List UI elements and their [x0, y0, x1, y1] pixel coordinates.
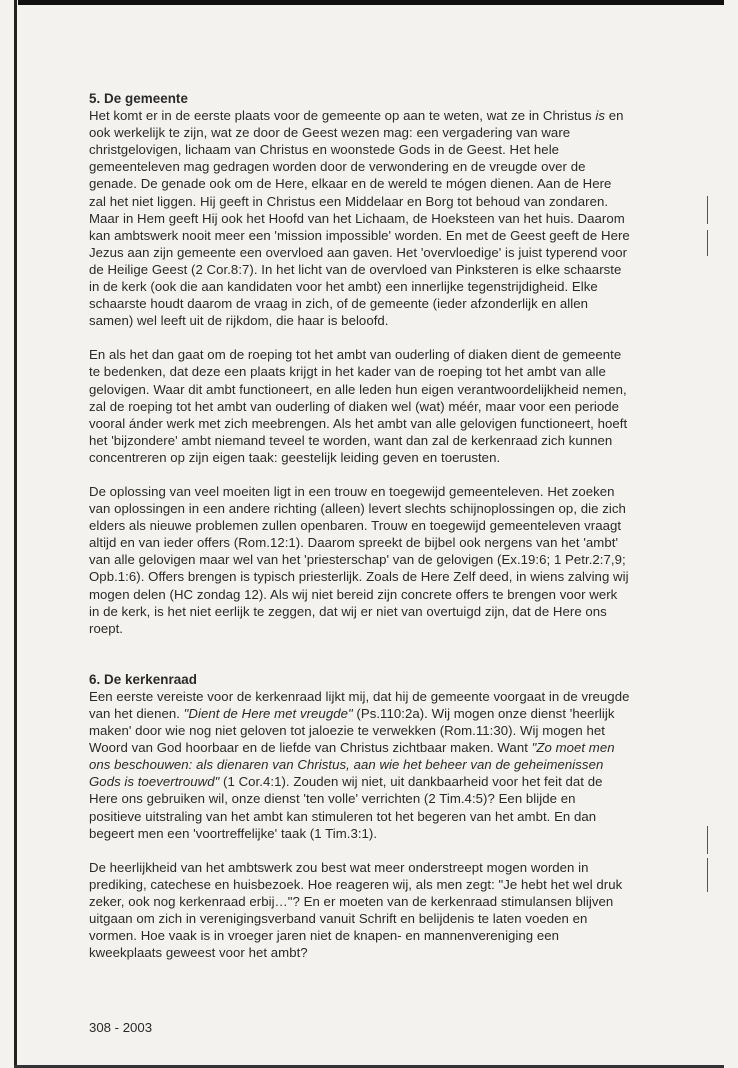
scan-left-border: [14, 0, 17, 1068]
scan-top-border: [18, 0, 724, 5]
italic-quote: "Zo moet men ons beschouwen: als dienaren van Christus, aan wie het beheer van de geheimenissen Gods is toevertrouwd": [89, 740, 615, 790]
section-heading: 6. De kerkenraad: [89, 671, 197, 687]
page-number: 308 - 2003: [89, 1020, 153, 1035]
section-kerkenraad: [89, 671, 631, 962]
binding-mark: [707, 230, 712, 256]
article-body: [89, 90, 631, 978]
italic-quote: is: [595, 108, 606, 124]
paragraph: De oplossing van veel moeiten ligt in een trouw en toegewijd gemeenteleven. Het zoeken van oplossingen in een andere richting (alleen) levert slechts schijnoplossingen op, die zich elders als nieuwe problemen zullen openbaren. Trouw en toegewijd gemeenteleven vraagt altijd en van ieder offers (Rom.12:1). Daarom spreekt de bijbel ook nergens van het 'ambt' van alle gelovigen maar wel van het 'priesterschap' van de gelovigen (Ex.19:6; 1 Petr.2:7,9; Opb.1:6). Offers brengen is typisch priesterlijk. Zoals de Here Zelf deed, in wiens zalving wij mogen delen (HC zondag 12). Als wij niet bereid zijn concrete offers te brengen voor werk in de kerk, is het niet eerlijk te zeggen, dat wij er niet van overtuigd zijn, dat de Here ons roept.: [89, 483, 629, 636]
section-gemeente: [89, 90, 631, 637]
paragraph: En als het dan gaat om de roeping tot het ambt van ouderling of diaken dient de gemeente te bedenken, dat deze een plaats krijgt in het kader van de roeping tot het ambt van alle gelovigen. Waar dit ambt functioneert, en alle leden hun eigen verantwoordelijkheid nemen, zal de roeping tot het ambt van ouderling of diaken wel (wat) méér, maar voor een periode vooral ánder werk met zich meebrengen. Als het ambt van alle gelovigen functioneert, hoeft het 'bijzondere' ambt niemand teveel te worden, want dan zal de kerkenraad zich kunnen concentreren op zijn eigen taak: geestelijk leiding geven en toerusten.: [89, 347, 628, 465]
paragraph: Het komt er in de eerste plaats voor de gemeente op aan te weten, wat ze in Christus is en ook werkelijk te zijn, wat ze door de Geest wezen mag: een vergadering van ware christgelovigen, lichaam van Christus en woonstede Gods in de Geest. Het hele gemeenteleven mag gedragen worden door de verwondering en de vreugde over de genade. De genade ook om de Here, elkaar en de wereld te mógen dienen. Aan de Here zal het niet liggen. Hij geeft in Christus een Middelaar en Borg tot behoud van zondaren. Maar in Hem geeft Hij ook het Hoofd van het Lichaam, de Hoeksteen van het huis. Daarom kan ambtswerk nooit meer een 'mission impossible' worden. En met de Geest geeft de Here Jezus aan zijn gemeente een overvloed aan gaven. Het 'overvloedige' is juist typerend voor de Heilige Geest (2 Cor.8:7). In het licht van de overvloed van Pinksteren is elke schaarste in de kerk (ook die aan kandidaten voor het ambt) een innerlijke tegenstrijdigheid. Elke schaarste houdt daarom de vraag in zich, of de gemeente (ieder afzonderlijk en allen samen) wel leeft uit de rijkdom, die haar is beloofd.: [89, 108, 630, 329]
paragraph: De heerlijkheid van het ambtswerk zou best wat meer onderstreept mogen worden in prediking, catechese en huisbezoek. Hoe reageren wij, als men zegt: "Je hebt het wel druk zeker, ook nog kerkenraad erbij…"? En er moeten van de kerkenraad stimulansen blijven uitgaan om zich in verenigingsverband vanuit Schrift en belijdenis te laten voeden en vormen. Hoe vaak is in vroeger jaren niet de knapen- en mannenvereniging een kweekplaats geweest voor het ambt?: [89, 859, 623, 961]
binding-mark: [707, 826, 712, 854]
section-heading: 5. De gemeente: [89, 91, 188, 106]
binding-mark: [707, 196, 712, 224]
italic-quote: "Dient de Here met vreugde": [183, 706, 353, 721]
binding-mark: [707, 858, 712, 892]
paragraph: Een eerste vereiste voor de kerkenraad lijkt mij, dat hij de gemeente voorgaat in de vreugde van het dienen. "Dient de Here met vreugde" (Ps.110:2a). Wij mogen onze dienst 'heerlijk maken' door wie nog niet geloven tot jaloezie te verwekken (Rom.11:30). Wij mogen het Woord van God hoorbaar en de liefde van Christus zichtbaar maken. Want "Zo moet men ons beschouwen: als dienaren van Christus, aan wie het beheer van de geheimenissen Gods is toevertrouwd" (1 Cor.4:1). Zouden wij niet, uit dankbaarheid voor het feit dat de Here ons gebruiken wil, onze dienst 'ten volle' verrichten (2 Tim.4:5)? Een blijde en positieve uitstraling van het ambt kan stimuleren tot het begeren van het ambt. En dan begeert men een 'voortreffelijke' taak (1 Tim.3:1).: [89, 688, 630, 841]
